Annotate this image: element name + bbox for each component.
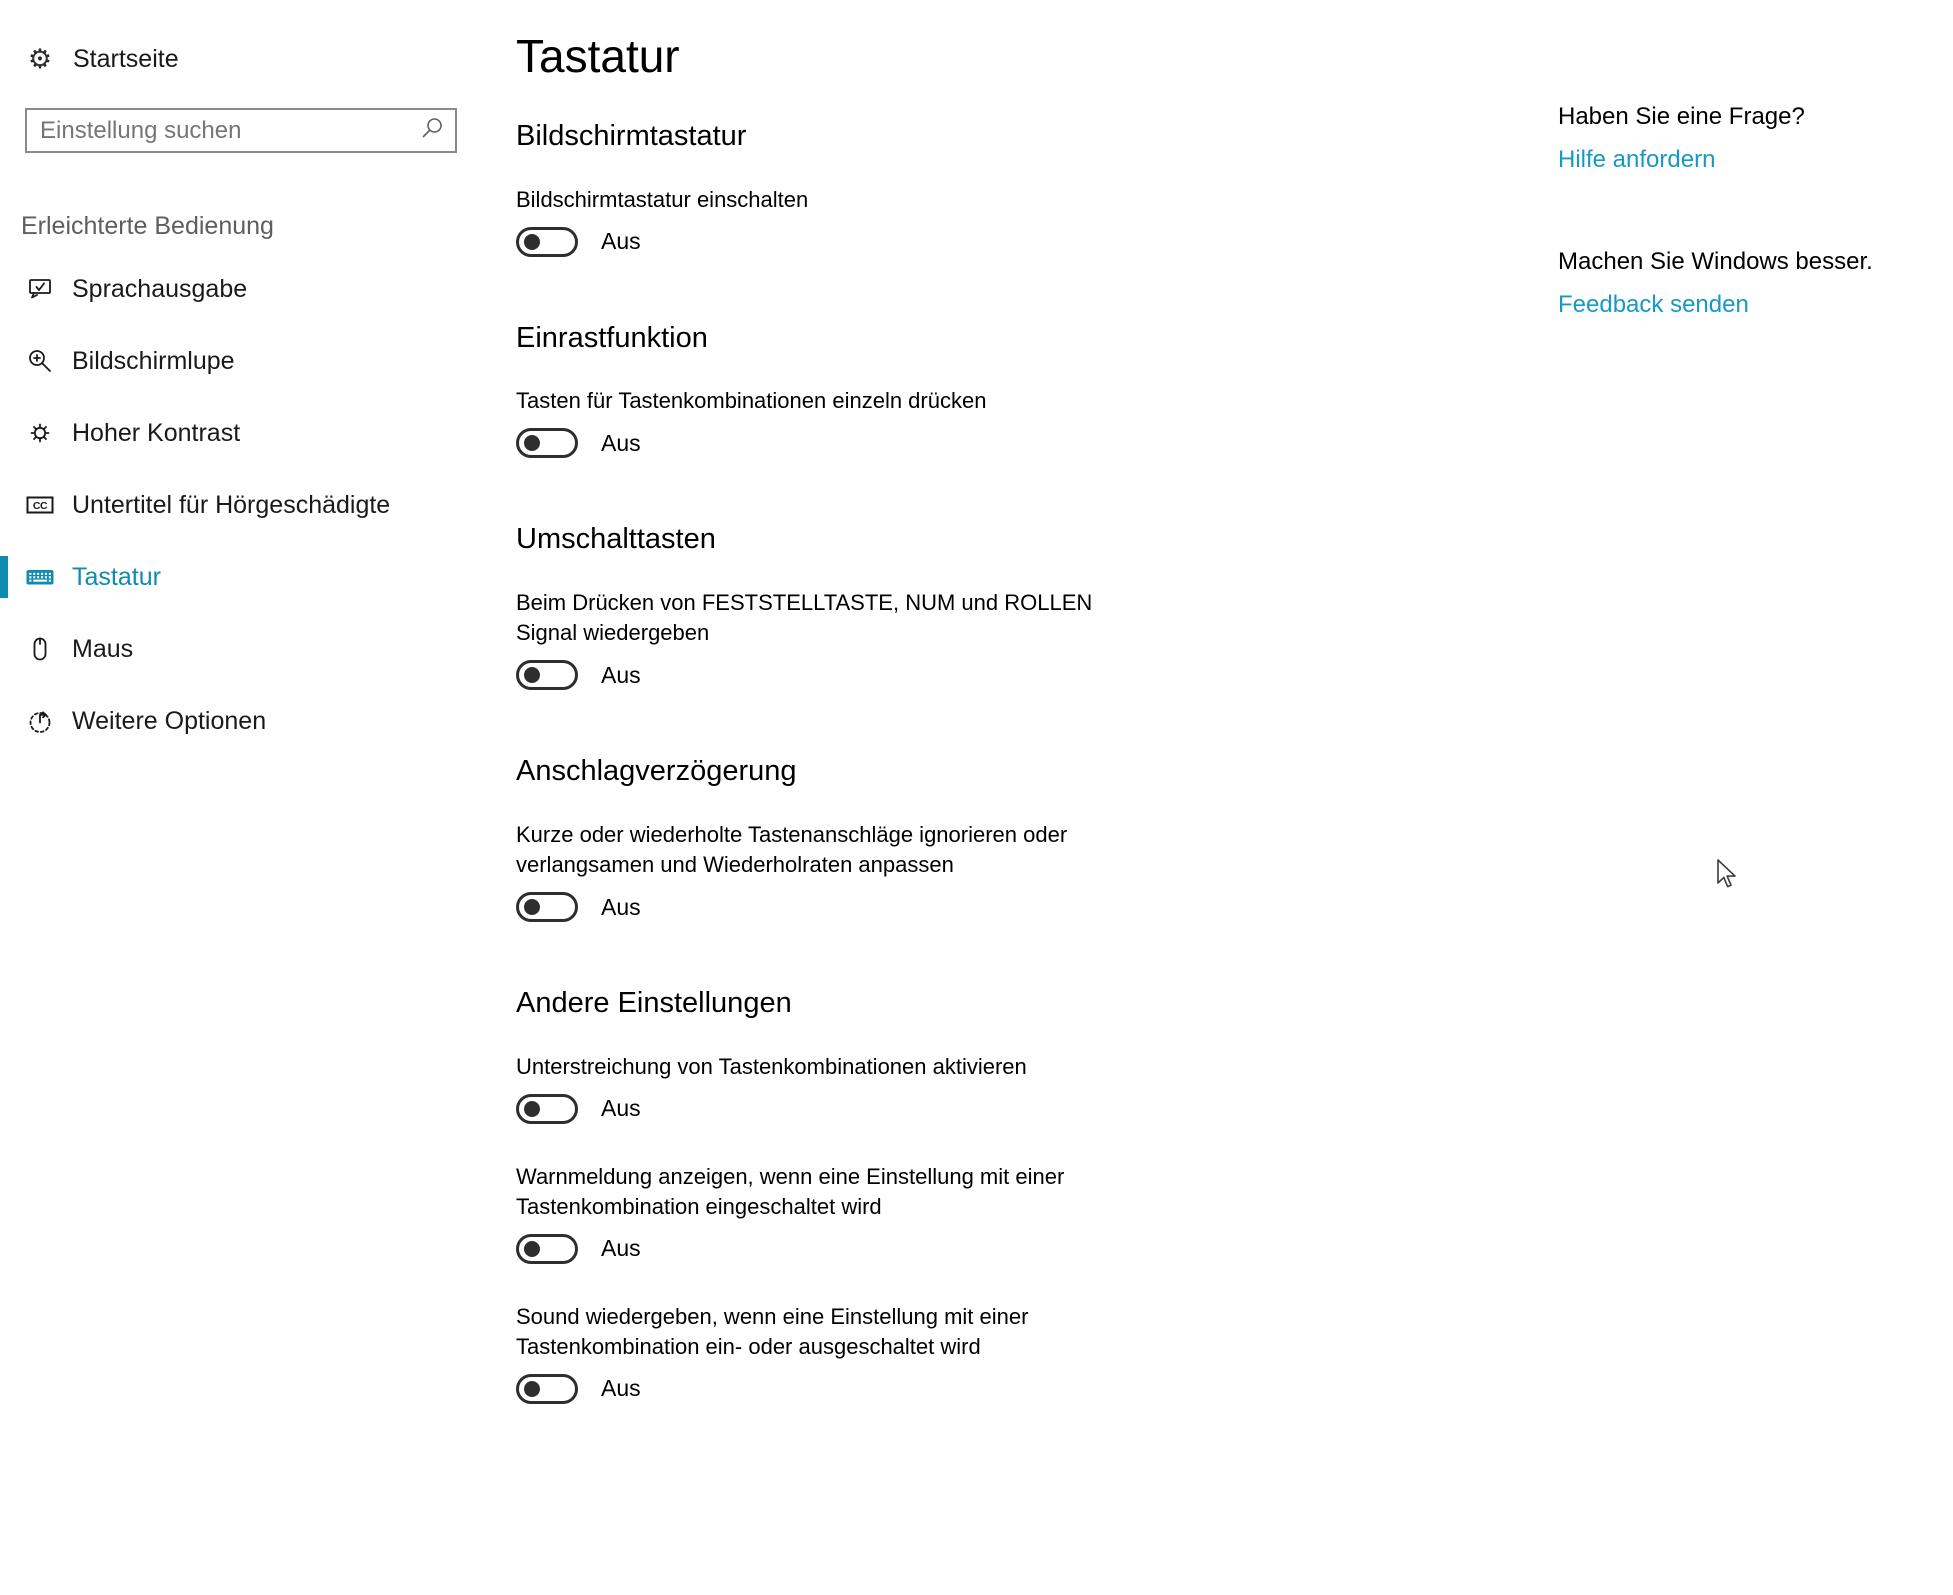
sidebar-item-home[interactable] (25, 34, 179, 84)
setting-label: Unterstreichung von Tastenkombinationen aktivieren (516, 1053, 1027, 1079)
toggle-switch[interactable] (516, 892, 578, 922)
sidebar-item-label: Untertitel für Hörgeschädigte (72, 490, 391, 519)
section-heading: Anschlagverzögerung (516, 755, 797, 788)
toggle-row (516, 227, 1196, 257)
toggle-row (516, 660, 1196, 690)
section-andere-einstellungen (516, 986, 1196, 1404)
section-anschlagverzoegerung (516, 754, 1196, 922)
setting (516, 185, 1196, 257)
sidebar-item-tastatur[interactable] (0, 541, 460, 613)
more-options-icon (25, 706, 55, 736)
toggle-knob (524, 435, 540, 451)
toggle-row (516, 892, 1196, 922)
sidebar-item-bildschirmlupe[interactable] (0, 325, 460, 397)
sidebar-item-label: Sprachausgabe (72, 274, 248, 303)
toggle-switch[interactable] (516, 428, 578, 458)
section-heading: Bildschirmtastatur (516, 119, 747, 152)
sidebar-section-title: Erleichterte Bedienung (21, 212, 274, 240)
toggle-state-label: Aus (601, 893, 641, 920)
setting (516, 1162, 1196, 1264)
setting (516, 1302, 1196, 1404)
setting-label: Warnmeldung anzeigen, wenn eine Einstellung mit einer Tastenkombination eingeschaltet wird (516, 1163, 1065, 1219)
page-title: Tastatur (516, 30, 680, 82)
toggle-state-label: Aus (601, 429, 641, 456)
settings-content (516, 0, 1196, 1404)
setting (516, 820, 1196, 922)
section-bildschirmtastatur (516, 119, 1196, 257)
setting-label: Sound wiedergeben, wenn eine Einstellung mit einer Tastenkombination ein- oder ausgeschaltet wird (516, 1303, 1029, 1359)
settings-search-box[interactable] (25, 108, 457, 153)
setting-label: Bildschirmtastatur einschalten (516, 186, 809, 212)
sidebar-item-hoher-kontrast[interactable] (0, 397, 460, 469)
send-feedback-link[interactable]: Feedback senden (1558, 291, 1749, 318)
magnifier-icon (25, 346, 55, 376)
keyboard-icon (25, 562, 55, 592)
toggle-knob (524, 1241, 540, 1257)
sidebar-item-weitere-optionen[interactable] (0, 685, 460, 757)
narrator-icon (25, 274, 55, 304)
toggle-state-label: Aus (601, 1235, 641, 1262)
settings-sidebar (0, 0, 470, 1595)
sidebar-item-maus[interactable] (0, 613, 460, 685)
toggle-state-label: Aus (601, 1095, 641, 1122)
setting (516, 588, 1196, 690)
toggle-knob (524, 234, 540, 250)
high-contrast-icon (25, 418, 55, 448)
toggle-switch[interactable] (516, 1234, 578, 1264)
toggle-switch[interactable] (516, 1094, 578, 1124)
setting-label: Tasten für Tastenkombinationen einzeln drücken (516, 388, 987, 414)
setting-label: Beim Drücken von FESTSTELLTASTE, NUM und ROLLEN Signal wiedergeben (516, 590, 1093, 646)
toggle-knob (524, 1381, 540, 1397)
toggle-row (516, 1374, 1196, 1404)
toggle-row (516, 1234, 1196, 1264)
sidebar-item-label: Tastatur (72, 562, 161, 591)
toggle-row (516, 1094, 1196, 1124)
toggle-switch[interactable] (516, 660, 578, 690)
toggle-row (516, 428, 1196, 458)
sidebar-item-label: Weitere Optionen (72, 706, 267, 735)
setting (516, 386, 1196, 458)
sidebar-item-label: Bildschirmlupe (72, 346, 235, 375)
toggle-knob (524, 899, 540, 915)
toggle-knob (524, 1101, 540, 1117)
section-heading: Umschalttasten (516, 523, 716, 556)
sidebar-item-label: Maus (72, 634, 134, 663)
closed-captions-icon (25, 490, 55, 520)
section-heading: Andere Einstellungen (516, 987, 792, 1020)
toggle-state-label: Aus (601, 661, 641, 688)
get-help-link[interactable]: Hilfe anfordern (1558, 146, 1716, 173)
setting (516, 1052, 1196, 1124)
setting-label: Kurze oder wiederholte Tastenanschläge ignorieren oder verlangsamen und Wiederholraten anpassen (516, 822, 1068, 878)
sidebar-item-label: Hoher Kontrast (72, 418, 241, 447)
gear-icon: ⚙ (27, 43, 53, 75)
search-input[interactable] (40, 117, 419, 145)
toggle-knob (524, 667, 540, 683)
sidebar-item-untertitel[interactable] (0, 469, 460, 541)
help-question-title: Haben Sie eine Frage? (1558, 103, 1805, 130)
section-einrastfunktion (516, 321, 1196, 459)
section-umschalttasten (516, 522, 1196, 690)
section-heading: Einrastfunktion (516, 321, 708, 354)
feedback-title: Machen Sie Windows besser. (1558, 248, 1873, 275)
toggle-state-label: Aus (601, 228, 641, 255)
toggle-switch[interactable] (516, 1374, 578, 1404)
sidebar-item-sprachausgabe[interactable] (0, 253, 460, 325)
toggle-state-label: Aus (601, 1375, 641, 1402)
mouse-icon (25, 634, 55, 664)
svg-text:CC: CC (32, 500, 48, 512)
search-icon (419, 115, 445, 146)
sidebar-nav (0, 253, 460, 757)
toggle-switch[interactable] (516, 227, 578, 257)
home-label: Startseite (73, 44, 179, 73)
mouse-cursor (1716, 859, 1740, 898)
